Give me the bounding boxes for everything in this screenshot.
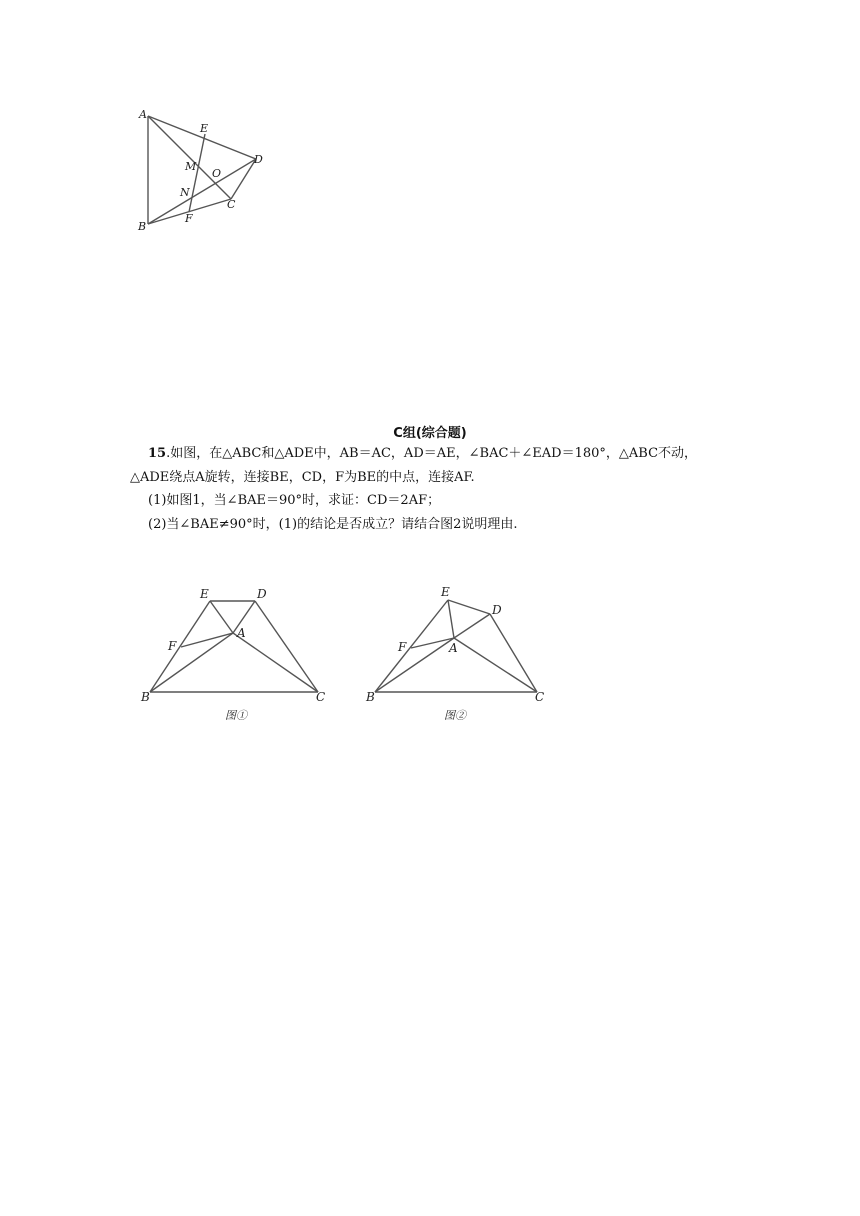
fig1-label-F: F: [168, 639, 177, 653]
label-N: N: [180, 186, 190, 199]
fig1-caption: 图①: [225, 709, 247, 722]
fig2-label-B: B: [366, 690, 375, 704]
problem-number: 15: [148, 446, 167, 461]
fig2-label-D: D: [492, 603, 502, 617]
fig1-label-C: C: [316, 690, 326, 704]
figure-1: [135, 580, 335, 730]
label-C: C: [227, 198, 236, 211]
fig1-label-E: E: [200, 587, 209, 601]
fig2-label-A: A: [449, 641, 458, 655]
label-B: B: [138, 220, 147, 233]
fig2-caption: 图②: [444, 709, 466, 722]
fig1-label-A: A: [237, 626, 246, 640]
label-F: F: [185, 212, 193, 225]
problem-15: [130, 442, 780, 536]
figure-2: [360, 580, 560, 730]
fig2-label-F: F: [398, 640, 407, 654]
problem-part-1: (1)如图1，当∠BAE＝90°时，求证：CD＝2AF；: [148, 493, 441, 508]
label-D: D: [254, 153, 263, 166]
label-M: M: [185, 160, 197, 173]
label-O: O: [212, 167, 222, 180]
problem-text-1: .如图，在△ABC和△ADE中，AB＝AC，AD＝AE，∠BAC＋∠EAD＝180°，△ABC不动，: [166, 446, 698, 461]
label-E: E: [200, 122, 209, 135]
fig1-label-B: B: [141, 690, 150, 704]
section-title: C组(综合题): [393, 426, 467, 441]
problem-line-2: △ADE绕点A旋转，连接BE，CD，F为BE的中点，连接AF.: [130, 469, 475, 485]
problem-line-1: [130, 442, 780, 466]
figure-top: [130, 100, 280, 240]
fig2-label-C: C: [535, 690, 545, 704]
problem-part-2: (2)当∠BAE≠90°时，(1)的结论是否成立？请结合图2说明理由.: [148, 516, 518, 532]
fig1-label-D: D: [257, 587, 267, 601]
label-A: A: [139, 108, 147, 121]
fig2-label-E: E: [441, 585, 450, 599]
